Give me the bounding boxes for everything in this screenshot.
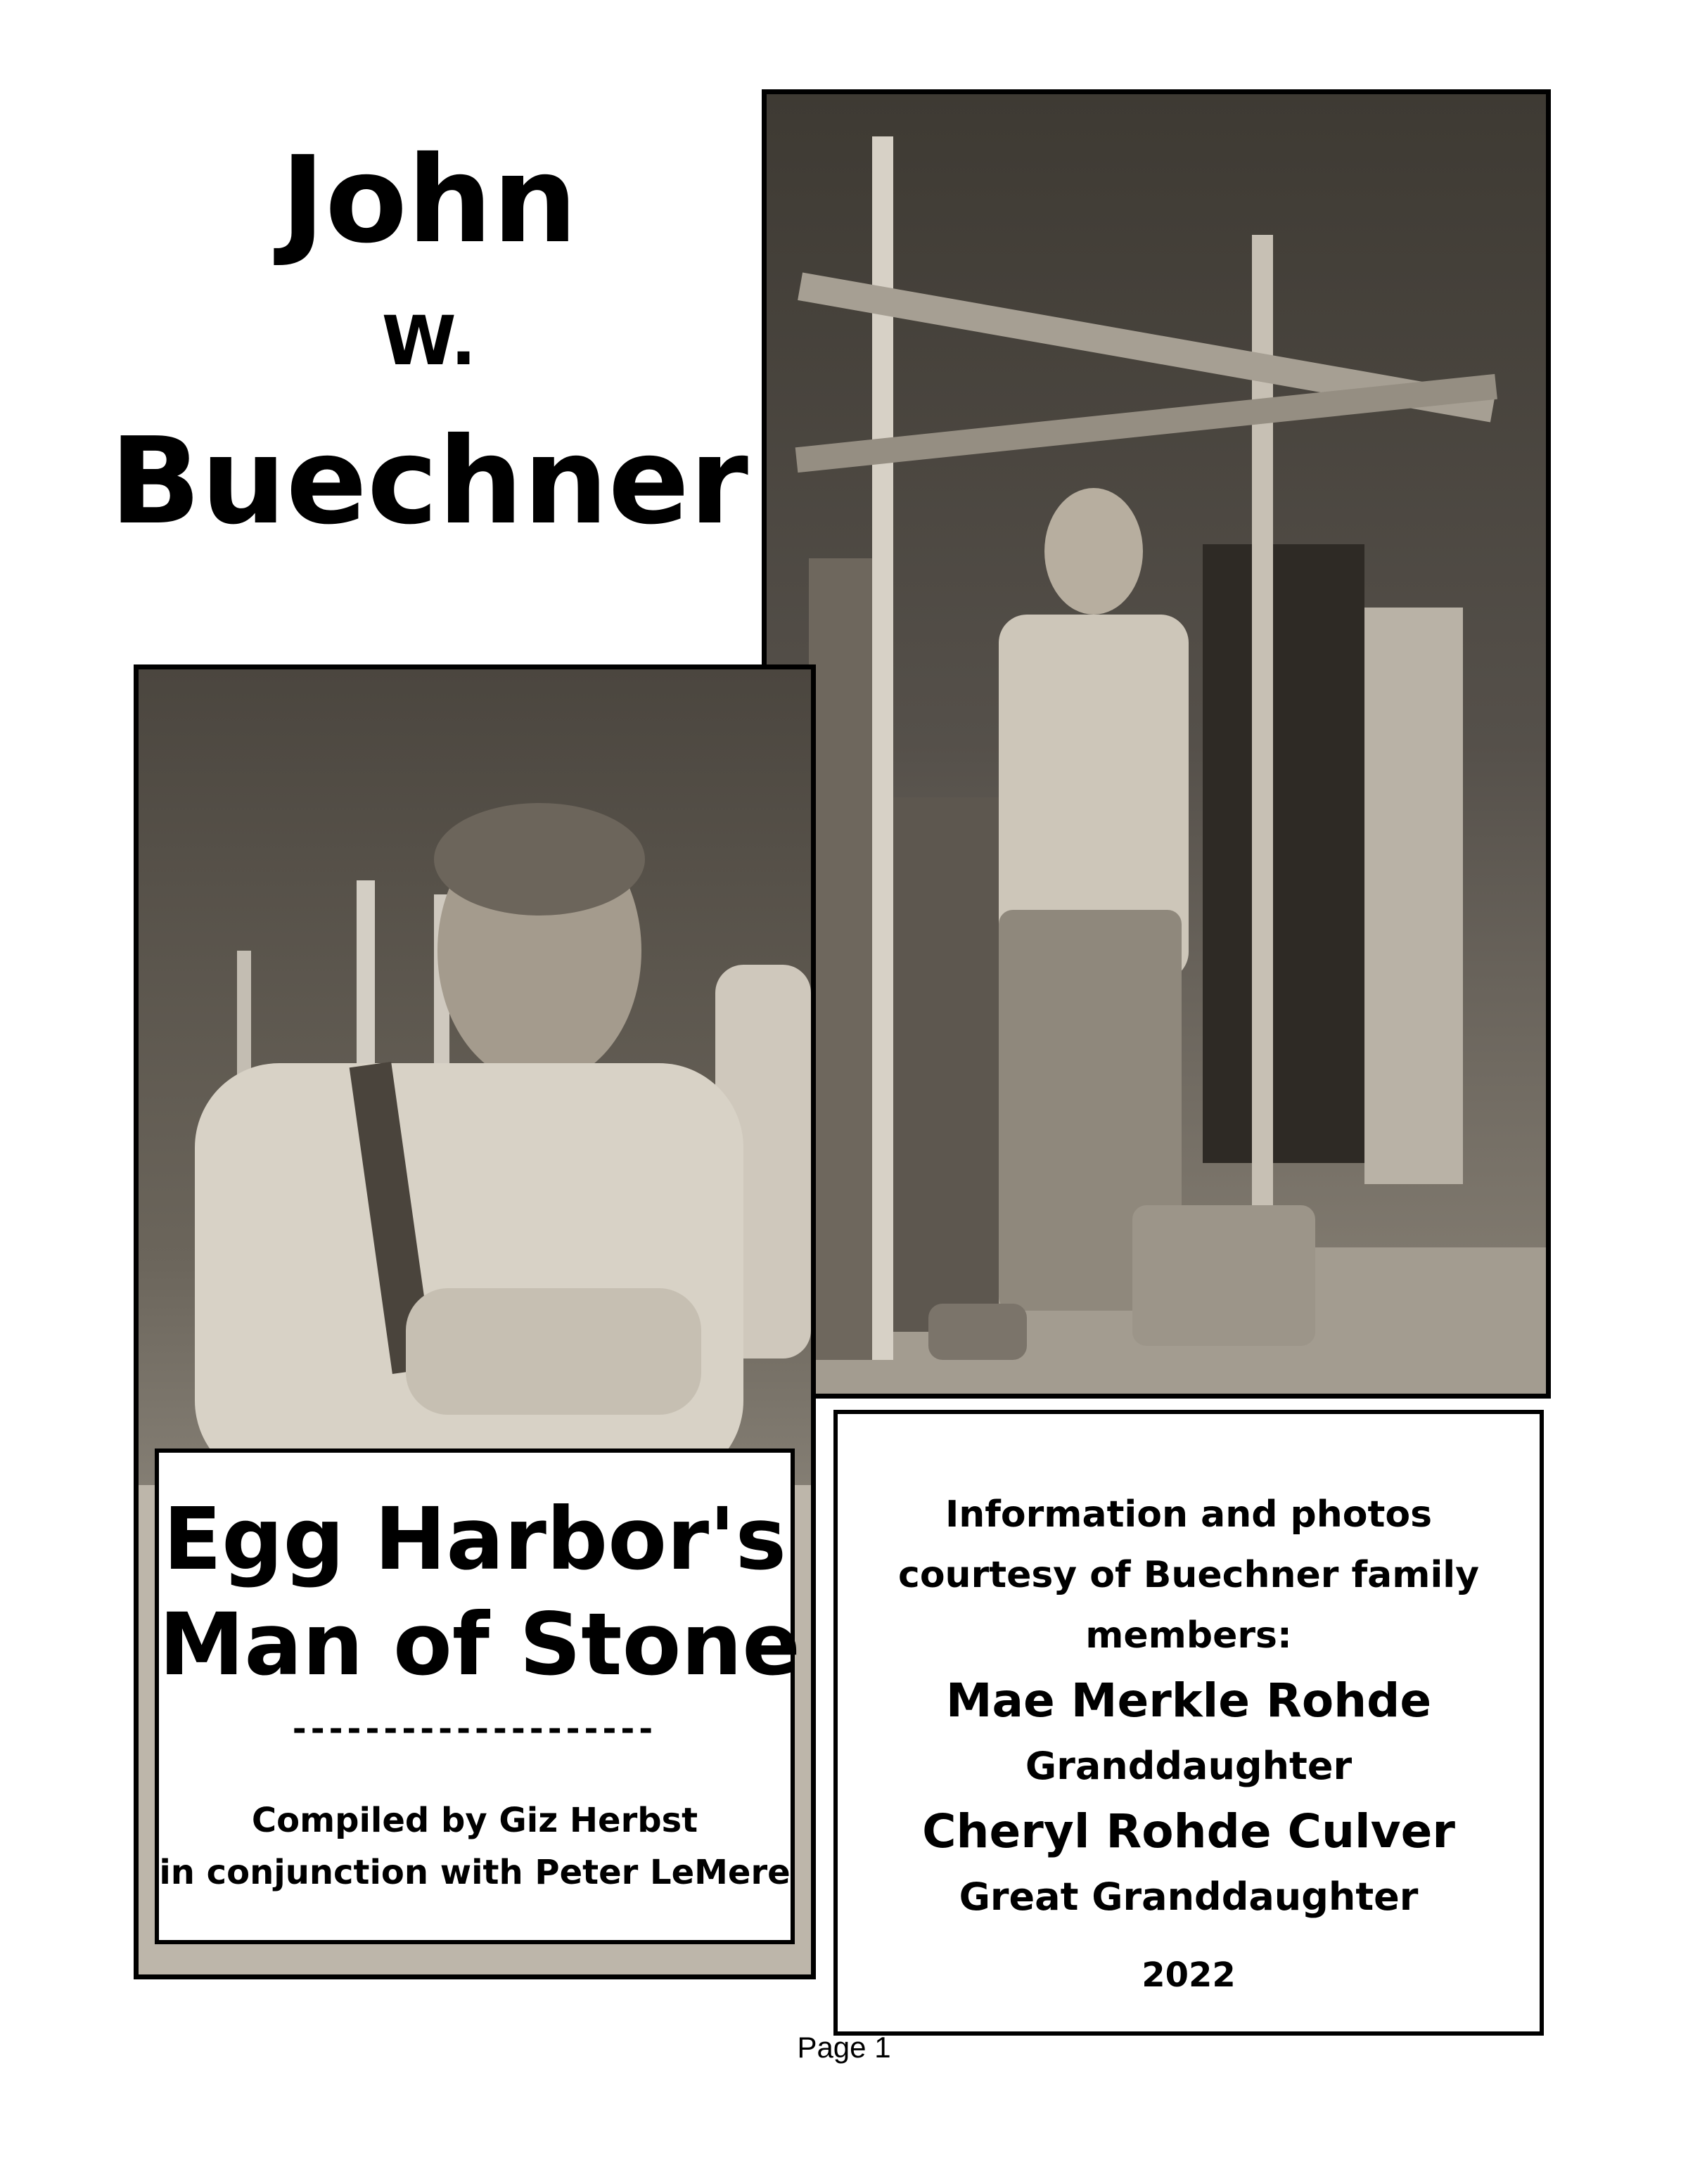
compiled-conjunction: in conjunction with Peter LeMere: [159, 1853, 791, 1892]
title-first-name: John: [280, 131, 578, 270]
title-last-name: Buechner: [110, 412, 748, 551]
title-middle-initial: W.: [381, 302, 477, 380]
credit-person-2-name: Cheryl Rohde Culver: [922, 1804, 1455, 1858]
page-number: Page 1: [797, 2031, 891, 2064]
subtitle-line-1: Egg Harbor's: [162, 1489, 787, 1589]
credit-person-1-relation: Granddaughter: [1025, 1744, 1353, 1788]
credit-person-1-name: Mae Merkle Rohde: [945, 1674, 1432, 1728]
subtitle-divider: --------------------: [292, 1709, 658, 1749]
photo-standing-mason-image: [767, 94, 1546, 1394]
subtitle-line-2: Man of Stone: [159, 1595, 801, 1695]
compiled-by: Compiled by Giz Herbst: [251, 1801, 698, 1840]
credits-box: [833, 1410, 1544, 2036]
credits-intro-line-2: courtesy of Buechner family: [898, 1554, 1479, 1596]
photo-standing-mason: [762, 89, 1551, 1399]
credits-intro-line-3: members:: [1085, 1614, 1292, 1657]
credit-person-2-relation: Great Granddaughter: [959, 1875, 1419, 1919]
subtitle-box: [155, 1448, 801, 1944]
credits-year: 2022: [1142, 1955, 1236, 1995]
credits-intro-line-1: Information and photos: [945, 1494, 1433, 1536]
